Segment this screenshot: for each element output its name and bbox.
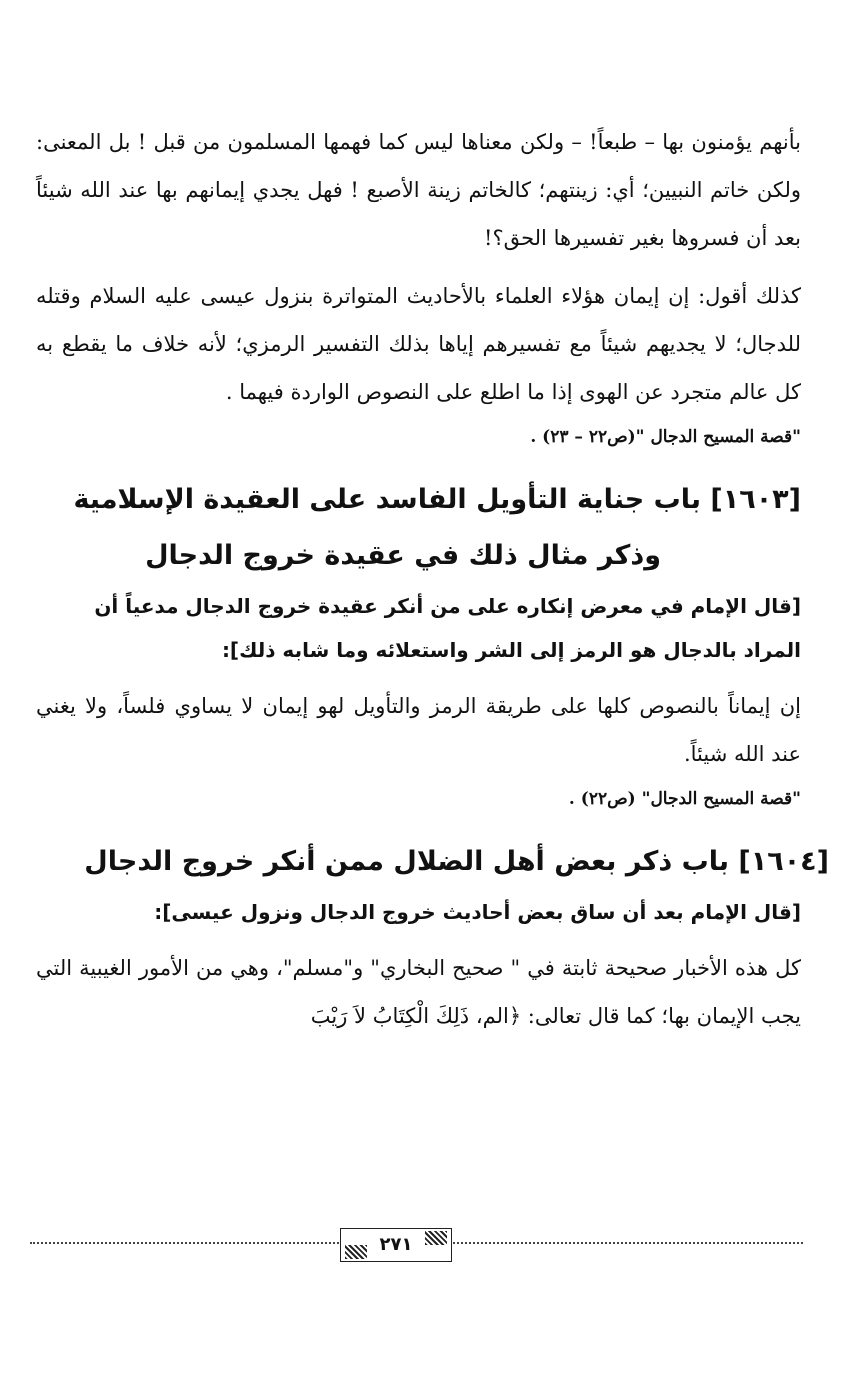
section-1603-body: إن إيماناً بالنصوص كلها على طريقة الرمز والتأويل لهو إيمان لا يساوي فلساً، ولا يغني عند الله شيئاً.: [36, 694, 801, 766]
section-1604-body: كل هذه الأخبار صحيحة ثابتة في " صحيح البخاري" و"مسلم"، وهي من الأمور الغيبية التي يجب الإيمان بها؛ كما قال تعالى: ﴿الم، ذَلِكَ الْكِتَابُ لاَ رَيْبَ: [36, 956, 801, 1028]
section-1603-title-line2: وذكر مثال ذلك في عقيدة خروج الدجال: [145, 540, 661, 571]
paragraph-symbolic-interpretation: كذلك أقول: إن إيمان هؤلاء العلماء بالأحاديث المتواترة بنزول عيسى عليه السلام وقتله للدجال؛ لا يجديهم شيئاً مع تفسيرهم إياها بذلك التفسير الرمزي؛ لأنه خلاف ما يقطع به كل عالم متجرد عن الهوى إذا ما اطلع على النصوص الواردة فيهما .: [36, 284, 801, 404]
corner-ornament-icon: [425, 1231, 447, 1245]
section-1603-heading: [36, 472, 801, 584]
page-number-box: [340, 1228, 452, 1262]
section-1603-intro: [قال الإمام في معرض إنكاره على من أنكر عقيدة خروج الدجال مدعياً أن المراد بالدجال هو الرمز إلى الشر واستعلائه وما شابه ذلك]:: [94, 594, 801, 662]
page-footer: [30, 1228, 803, 1268]
section-1604-intro: [قال الإمام بعد أن ساق بعض أحاديث خروج الدجال ونزول عيسى]:: [154, 900, 801, 924]
page-number: ٢٧١: [379, 1234, 413, 1255]
section-1603-title-line1: [١٦٠٣] باب جناية التأويل الفاسد على العقيدة الإسلامية: [73, 484, 801, 515]
source-citation-2: "قصة المسيح الدجال" (ص٢٢) .: [568, 789, 801, 809]
section-1604-heading: [١٦٠٤] باب ذكر بعض أهل الضلال ممن أنكر خروج الدجال: [84, 846, 829, 877]
corner-ornament-icon: [345, 1245, 367, 1259]
book-page: [36, 118, 829, 1040]
paragraph-khatam-interpretation: بأنهم يؤمنون بها – طبعاً! – ولكن معناها ليس كما فهمها المسلمون من قبل ! بل المعنى: ولكن خاتم النبيين؛ أي: زينتهم؛ كالخاتم زينة الأصبع ! فهل يجدي إيمانهم بها عند الله شيئاً بعد أن فسروها بغير تفسيرها الحق؟!: [36, 130, 801, 250]
source-citation-1: "قصة المسيح الدجال "(ص٢٢ – ٢٣) .: [530, 427, 801, 447]
